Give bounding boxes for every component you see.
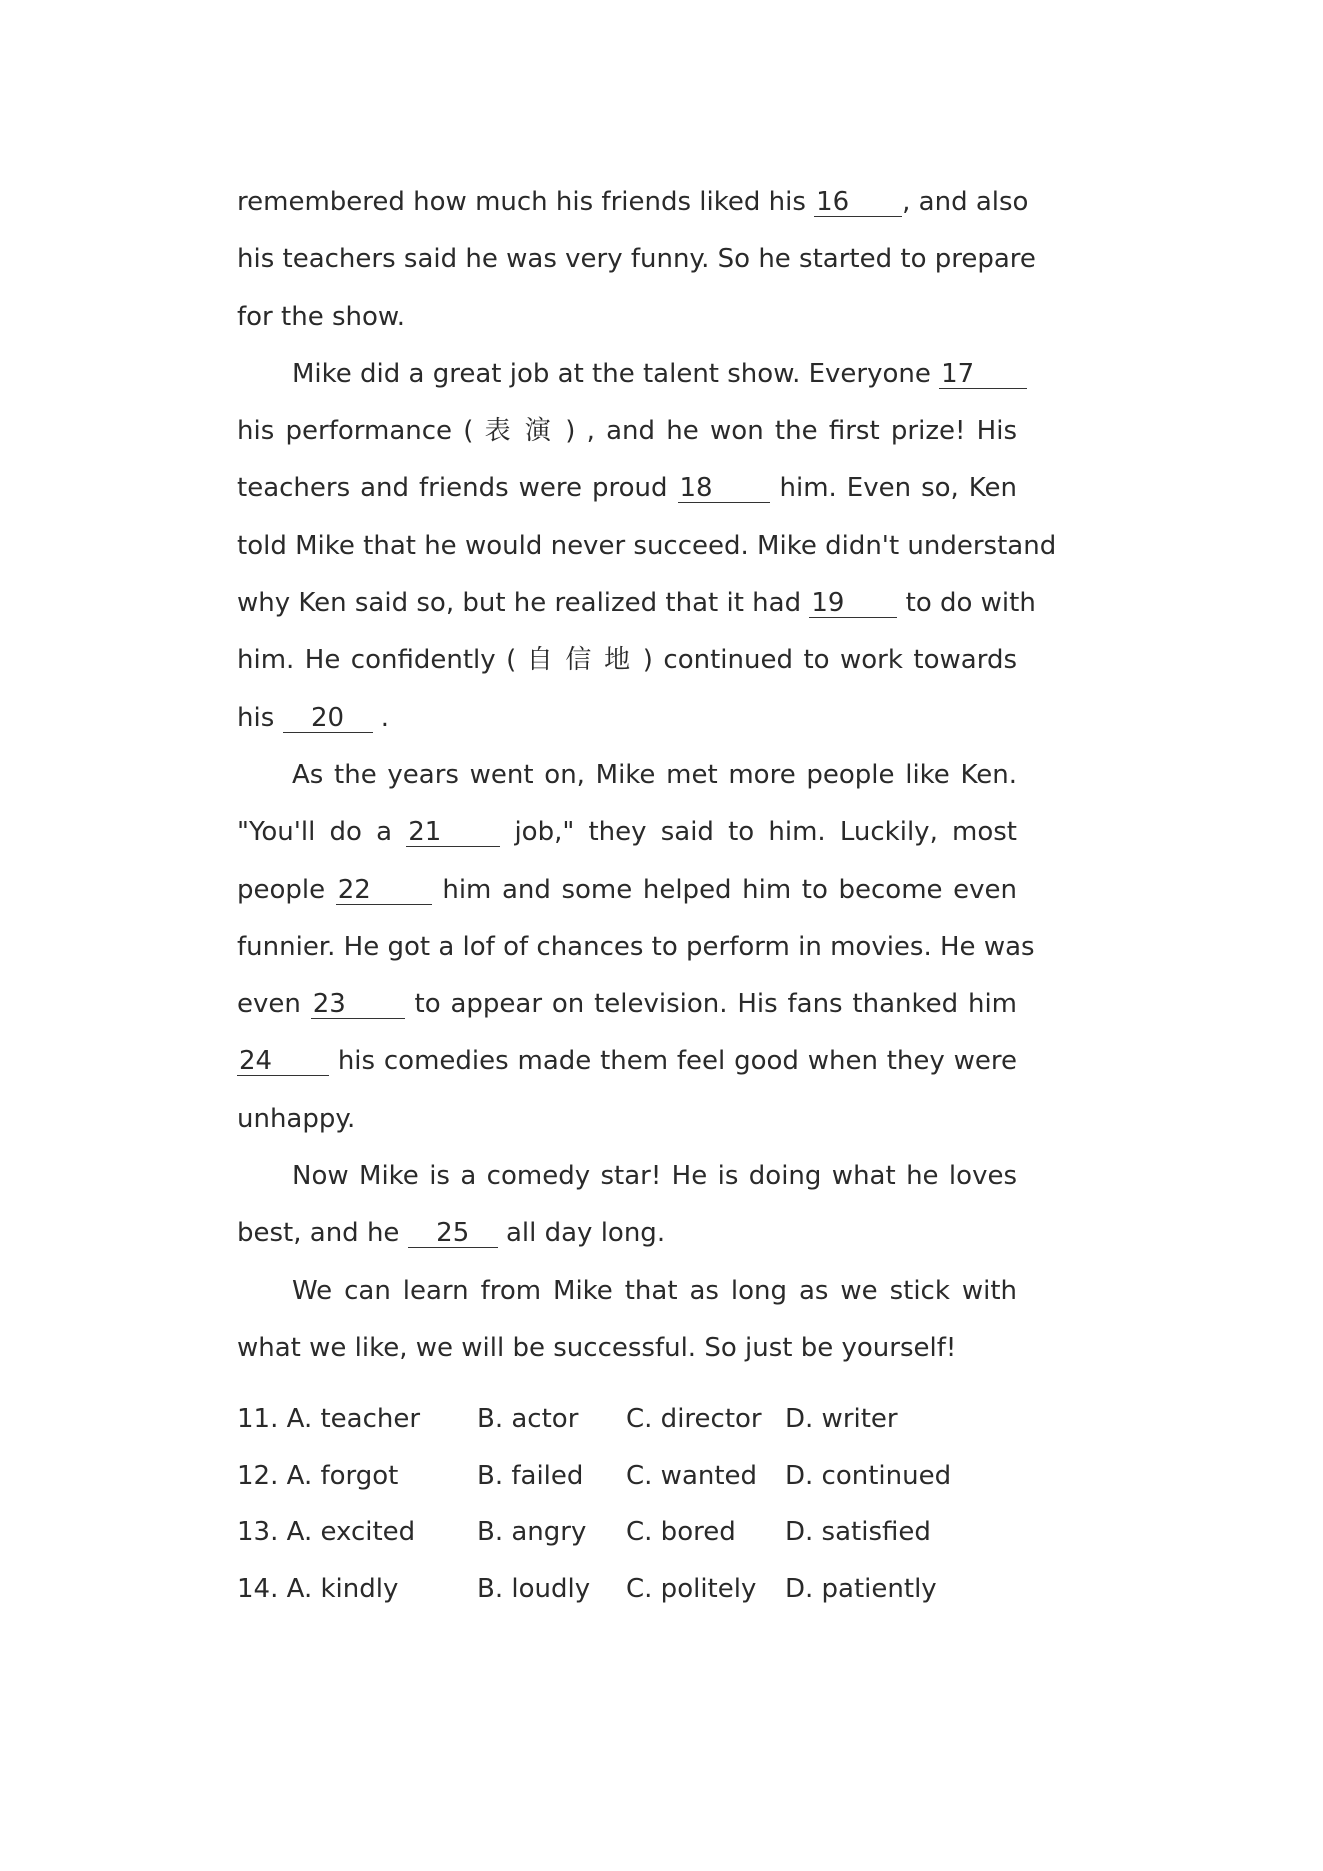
blank-19: 19 [809, 589, 897, 618]
passage-line [237, 976, 1017, 1033]
option-c: C. director [626, 1404, 762, 1434]
passage-line [237, 1033, 1017, 1090]
passage-line [237, 804, 1017, 861]
blank-20: 20 [283, 704, 373, 733]
passage-text: , and also [902, 187, 1029, 217]
blank-16: 16 [814, 188, 902, 217]
option-a: 13. A. excited [237, 1517, 416, 1548]
passage-text: job," they said to him. Luckily, most [500, 817, 1017, 848]
option-row-13 [237, 1504, 997, 1561]
passage-line [237, 862, 1017, 919]
passage-text: remembered how much his friends liked his [237, 187, 815, 217]
passage-text: people [237, 874, 336, 905]
passage-text: . [372, 702, 390, 733]
option-d: D. writer [785, 1404, 898, 1434]
option-d: D. satisfied [785, 1517, 931, 1548]
passage-line: his performance ( 表 演 ) , and he won the first prize! His [237, 416, 1017, 447]
option-row-14 [237, 1561, 997, 1618]
blank-18: 18 [678, 474, 770, 503]
passage-line: his teachers said he was very funny. So he started to prepare [237, 244, 1036, 275]
passage-text: him. Even so, Ken [769, 473, 1018, 504]
passage-text: Mike did a great job at the talent show. Everyone [292, 358, 940, 389]
passage-text: to appear on television. His fans thanked him [404, 989, 1018, 1020]
passage-line: Now Mike is a comedy star! He is doing what he loves [292, 1161, 1017, 1192]
blank-21: 21 [406, 818, 500, 847]
option-d: D. patiently [785, 1573, 937, 1604]
option-c: C. bored [626, 1517, 736, 1548]
option-c: C. politely [626, 1573, 757, 1604]
passage-line [237, 460, 1017, 517]
option-d: D. continued [785, 1460, 952, 1491]
passage-line [237, 690, 1017, 747]
option-a: 14. A. kindly [237, 1573, 399, 1604]
option-a: 12. A. forgot [237, 1460, 399, 1491]
passage-line: unhappy. [237, 1103, 356, 1134]
option-b: B. angry [477, 1517, 587, 1548]
passage-text: teachers and friends were proud [237, 473, 678, 504]
option-row-11 [237, 1391, 997, 1448]
blank-25: 25 [408, 1219, 498, 1248]
passage-line [237, 1205, 1017, 1262]
passage-text: to do with [897, 588, 1036, 619]
option-b: B. failed [477, 1460, 584, 1491]
passage-text: his [237, 702, 283, 733]
passage-line: for the show. [237, 301, 406, 332]
passage-text: best, and he [237, 1218, 408, 1249]
answer-options [237, 1391, 997, 1617]
passage-line: As the years went on, Mike met more people like Ken. [292, 759, 1017, 790]
option-c: C. wanted [626, 1460, 758, 1491]
passage-line: funnier. He got a lof of chances to perform in movies. He was [237, 931, 1035, 962]
reading-passage [237, 174, 1057, 1377]
passage-text: "You'll do a [237, 817, 407, 848]
passage-text: even [237, 989, 311, 1020]
passage-text: why Ken said so, but he realized that it had [237, 588, 810, 619]
blank-22: 22 [336, 876, 432, 905]
option-row-12 [237, 1448, 997, 1505]
blank-17: 17 [939, 360, 1027, 389]
passage-text: his comedies made them feel good when they were [329, 1046, 1017, 1077]
blank-23: 23 [311, 990, 405, 1019]
blank-24: 24 [237, 1047, 329, 1076]
passage-line: him. He confidently ( 自 信 地 ) continued to work towards [237, 645, 1017, 676]
option-b: B. loudly [477, 1573, 591, 1604]
passage-line: We can learn from Mike that as long as we stick with [292, 1275, 1017, 1306]
passage-text: all day long. [497, 1218, 666, 1249]
passage-line [237, 346, 1017, 403]
passage-line: what we like, we will be successful. So just be yourself! [237, 1332, 957, 1363]
passage-line: told Mike that he would never succeed. Mike didn't understand [237, 530, 1057, 561]
passage-text: him and some helped him to become even [431, 874, 1017, 905]
option-a: 11. A. teacher [237, 1404, 421, 1434]
passage-line [237, 575, 1036, 632]
option-b: B. actor [477, 1404, 579, 1434]
passage-line [237, 174, 1029, 231]
